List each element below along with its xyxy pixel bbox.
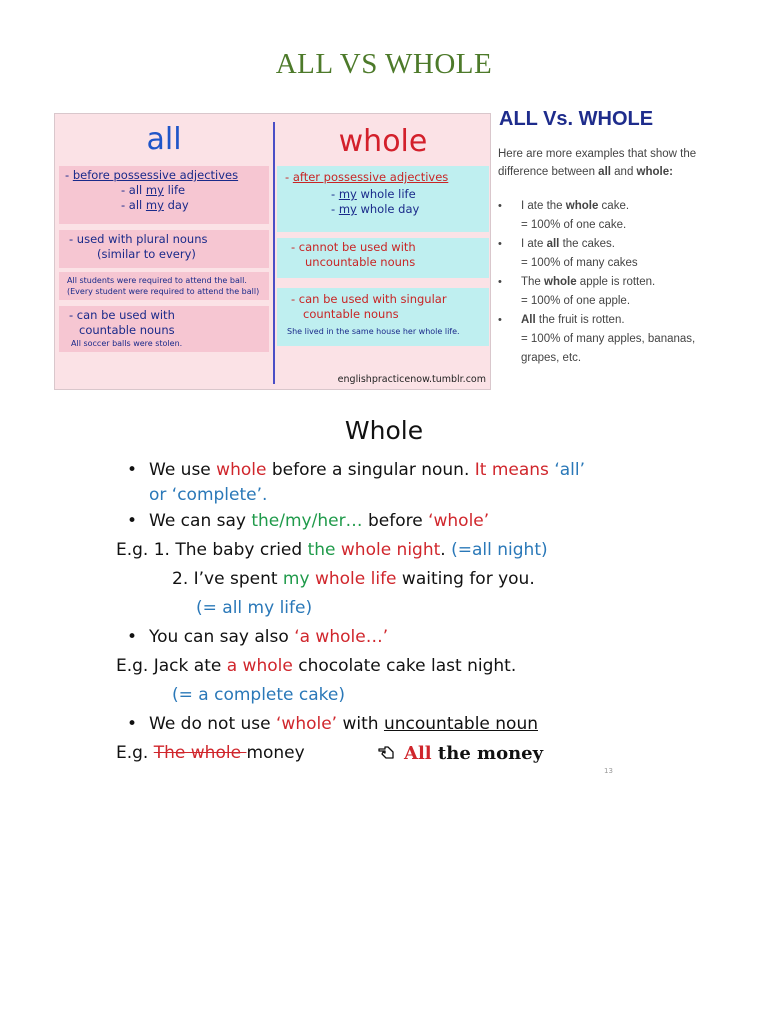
example-3: E.g. Jack ate a whole chocolate cake last night. [116, 656, 517, 676]
bullet-uncountable: • We do not use ‘whole’ with uncountable noun [127, 714, 538, 734]
page-title: ALL VS WHOLE [275, 48, 493, 80]
list-item-sub: = 100% of many apples, bananas, [521, 333, 696, 345]
all-cell-possessive: - before possessive adjectives - all my life - all my day [59, 166, 269, 224]
list-item-sub: = 100% of many cakes [521, 257, 638, 269]
comparison-table-image [54, 113, 491, 390]
section-heading: Whole [344, 416, 424, 445]
all-cell-example: All students were required to attend the ball. (Every student were required to attend the ball) [59, 272, 269, 300]
list-item: • I ate all the cakes. [498, 238, 615, 250]
bullet-a-whole: • You can say also ‘a whole…’ [127, 627, 389, 647]
example-1: E.g. 1. The baby cried the whole night. (=all night) [116, 540, 548, 560]
bullet-use-whole: • We use whole before a singular noun. It means ‘all’ [127, 460, 585, 480]
header-all: all [146, 122, 182, 157]
list-item-sub: = 100% of one cake. [521, 219, 627, 231]
example-4: E.g. The whole money [116, 743, 305, 763]
list-item: • The whole apple is rotten. [498, 276, 656, 288]
example-3-meaning: (= a complete cake) [172, 685, 346, 705]
page-number: 13 [604, 767, 613, 775]
side-title: ALL Vs. WHOLE [499, 108, 654, 130]
list-item: • All the fruit is rotten. [498, 314, 625, 326]
side-intro: Here are more examples that show the difference between all and whole: [498, 148, 697, 178]
all-cell-plural: - used with plural nouns (similar to every) [59, 230, 269, 268]
example-2: 2. I’ve spent my whole life waiting for you. [172, 569, 535, 589]
pointing-hand-icon [377, 744, 397, 764]
whole-cell-uncountable: - cannot be used with uncountable nouns [277, 238, 489, 278]
example-2-meaning: (= all my life) [196, 598, 313, 618]
whole-cell-singular: - can be used with singular countable nouns She lived in the same house her whole life. [277, 288, 489, 346]
header-whole: whole [338, 124, 428, 159]
bullet-use-whole-cont: or ‘complete’. [149, 485, 268, 505]
bullet-can-say: • We can say the/my/her… before ‘whole’ [127, 511, 490, 531]
side-examples-image [493, 100, 711, 390]
example-4-correct: All the money [404, 743, 544, 764]
list-item-sub: grapes, etc. [521, 352, 582, 364]
source-credit: englishpracticenow.tumblr.com [337, 374, 486, 385]
all-cell-countable: - can be used with countable nouns All soccer balls were stolen. [59, 306, 269, 352]
table-divider [273, 122, 275, 384]
whole-cell-possessive: - after possessive adjectives - my whole life - my whole day [277, 166, 489, 232]
list-item: • I ate the whole cake. [498, 200, 630, 212]
list-item-sub: = 100% of one apple. [521, 295, 631, 307]
side-example-list [498, 197, 710, 368]
